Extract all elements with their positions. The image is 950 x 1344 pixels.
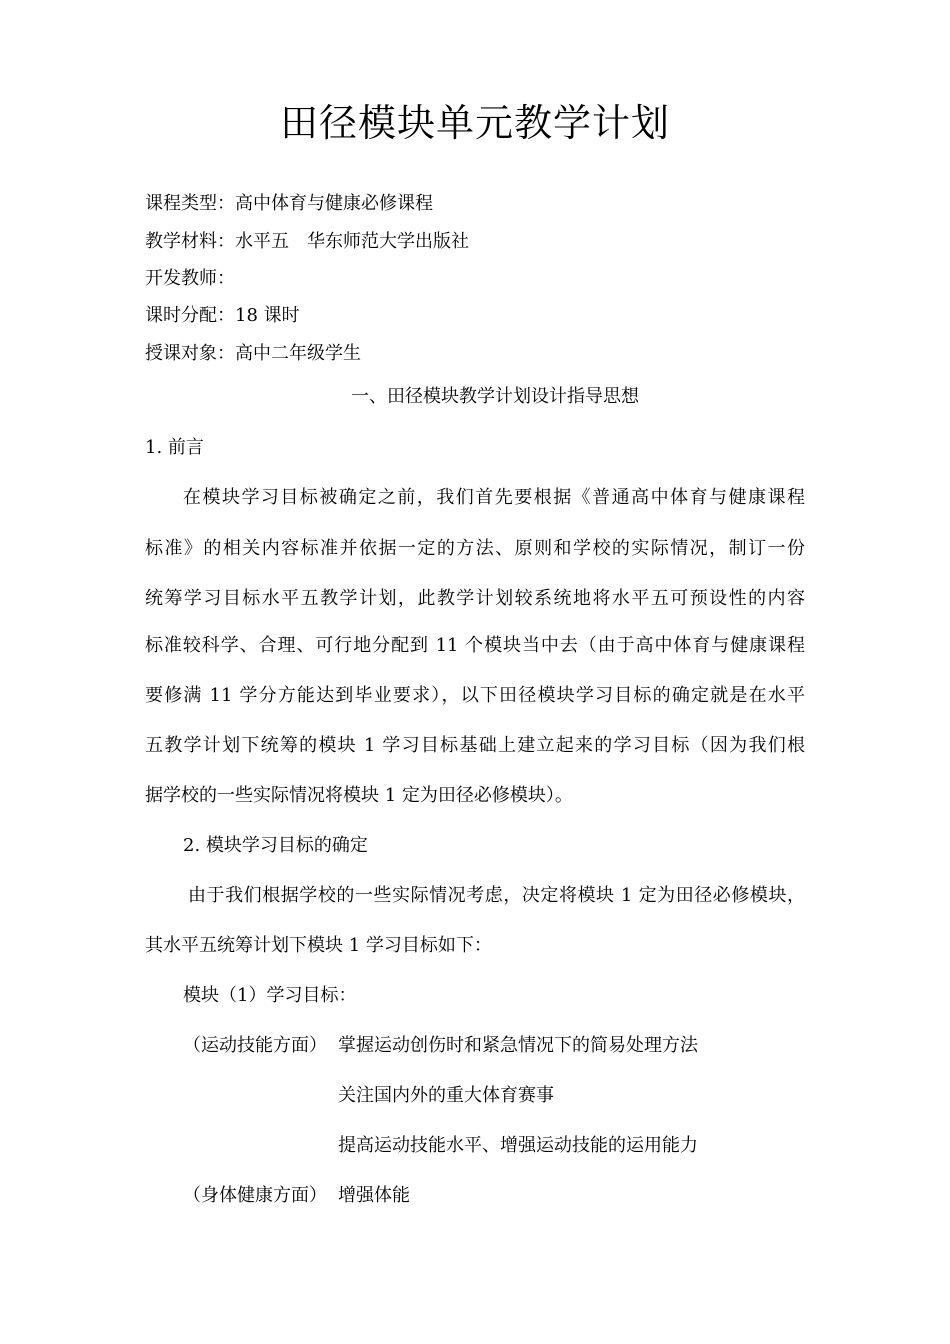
paragraph-line: 标准较科学、合理、可行地分配到 11 个模块当中去（由于高中体育与健康课程 (145, 635, 805, 656)
meta-audience: 授课对象：高中二年级学生 (145, 343, 361, 364)
skills-item: 掌握运动创伤时和紧急情况下的简易处理方法 (338, 1035, 698, 1056)
paragraph-line: 据学校的一些实际情况将模块 1 定为田径必修模块）。 (145, 785, 573, 806)
skills-label: （运动技能方面） (183, 1035, 327, 1056)
goals-label: 模块（1）学习目标： (183, 985, 357, 1006)
section-heading: 一、田径模块教学计划设计指导思想 (351, 386, 639, 407)
meta-hours: 课时分配：18 课时 (145, 305, 300, 326)
meta-materials: 教学材料：水平五 华东师范大学出版社 (145, 231, 469, 252)
health-item: 增强体能 (338, 1185, 410, 1206)
paragraph-line: 五教学计划下统筹的模块 1 学习目标基础上建立起来的学习目标（因为我们根 (145, 735, 805, 756)
subsection-heading-goals: 2. 模块学习目标的确定 (183, 835, 368, 856)
document-title: 田径模块单元教学计划 (279, 101, 670, 145)
health-label: （身体健康方面） (183, 1185, 327, 1206)
meta-course-type: 课程类型：高中体育与健康必修课程 (145, 193, 433, 214)
paragraph-line: 其水平五统筹计划下模块 1 学习目标如下： (145, 935, 492, 956)
skills-item: 关注国内外的重大体育赛事 (338, 1085, 554, 1106)
paragraph-line: 统筹学习目标水平五教学计划，此教学计划较系统地将水平五可预设性的内容 (145, 588, 805, 609)
subsection-heading-preface: 1. 前言 (145, 437, 204, 458)
paragraph-line: 由于我们根据学校的一些实际情况考虑，决定将模块 1 定为田径必修模块， (188, 885, 805, 906)
paragraph-line: 在模块学习目标被确定之前，我们首先要根据《普通高中体育与健康课程 (183, 487, 805, 508)
paragraph-line: 要修满 11 学分方能达到毕业要求），以下田径模块学习目标的确定就是在水平 (145, 685, 805, 706)
paragraph-line: 标准》的相关内容标准并依据一定的方法、原则和学校的实际情况，制订一份 (145, 538, 805, 559)
skills-item: 提高运动技能水平、增强运动技能的运用能力 (338, 1135, 698, 1156)
meta-teacher: 开发教师： (145, 268, 235, 289)
